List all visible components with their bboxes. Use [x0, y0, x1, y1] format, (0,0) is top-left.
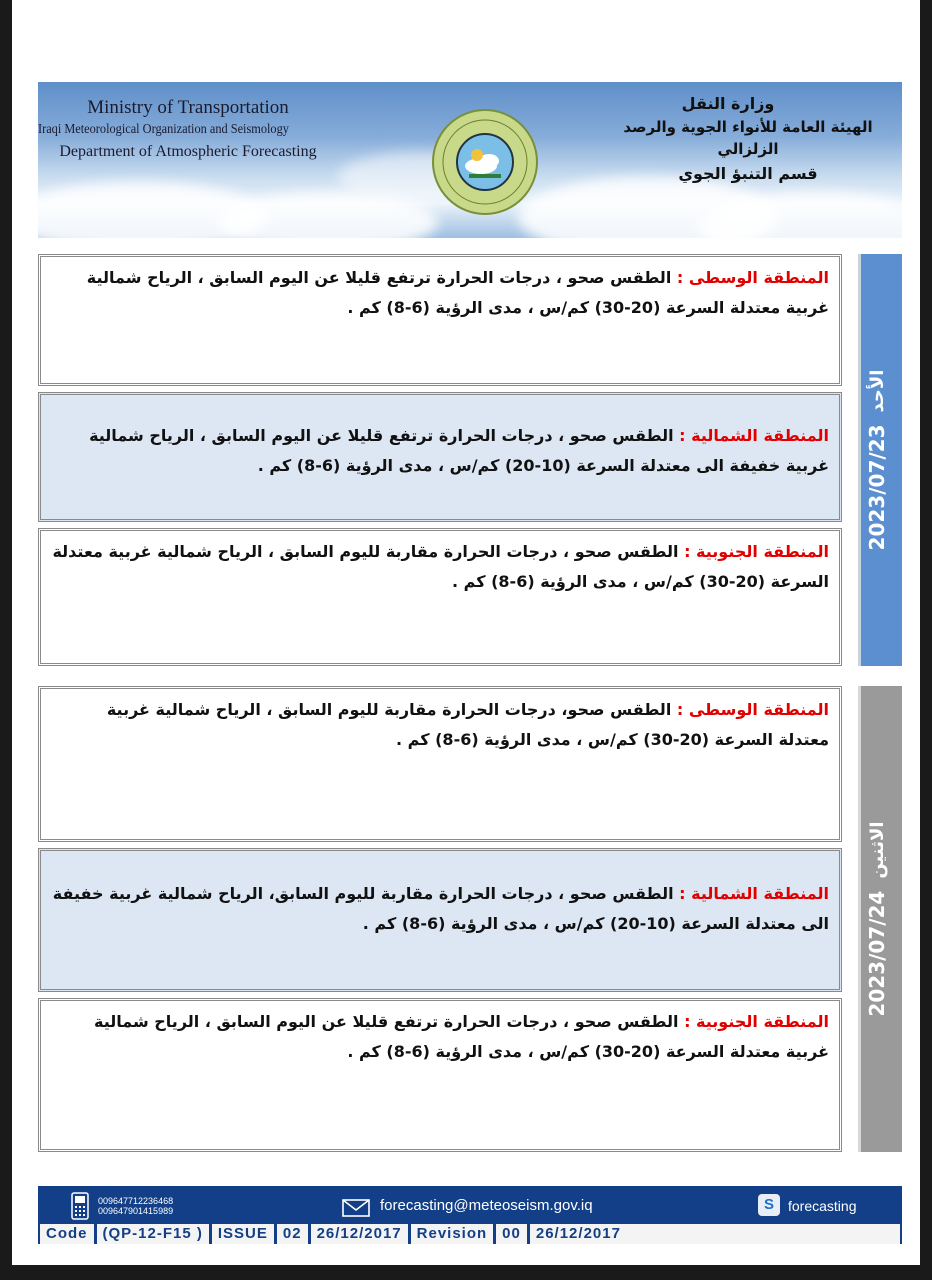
forecast-date: 2023/07/23 — [865, 424, 889, 551]
issue-label: ISSUE — [212, 1224, 277, 1244]
phone-icon — [70, 1192, 90, 1220]
region-name: المنطقة الوسطى : — [676, 268, 829, 287]
phone-number-1: 009647712236468 — [98, 1196, 174, 1206]
contact-email[interactable]: forecasting@meteoseism.gov.iq — [380, 1197, 593, 1214]
organization-name-ar: الهيئة العامة للأنواء الجوية والرصد الزلزالي — [623, 118, 873, 158]
region-central-day1 — [38, 254, 842, 386]
forecast-page — [12, 0, 920, 1265]
day-side-label-2 — [852, 686, 902, 1152]
region-south-day1 — [38, 528, 842, 666]
header-english — [38, 96, 338, 164]
day-name: الاثنين — [866, 821, 888, 879]
region-name: المنطقة الشمالية : — [679, 884, 829, 903]
skype-icon: S — [758, 1194, 780, 1216]
seal-logo — [431, 108, 539, 216]
region-name: المنطقة الجنوبية : — [684, 542, 829, 561]
region-forecast-text: الطقس صحو ، درجات الحرارة ترتفع قليلا عن اليوم السابق ، الرياح شمالية غربية خفيفة الى معتدلة السرعة (10-20) كم/س ، مدى الرؤية (6-8) كم . — [89, 426, 829, 475]
phone-number-2: 009647901415989 — [98, 1206, 174, 1216]
skype-handle[interactable]: forecasting — [788, 1198, 857, 1214]
region-name: المنطقة الوسطى : — [676, 700, 829, 719]
day-name: الأحد — [866, 369, 888, 413]
day-side-label-1 — [852, 254, 902, 666]
document-footer — [38, 1186, 902, 1244]
code-label: Code — [40, 1224, 97, 1244]
day-block-1 — [38, 254, 902, 666]
region-forecast-text: الطقس صحو ، درجات الحرارة ترتفع قليلا عن اليوم السابق ، الرياح شمالية غربية معتدلة السرعة (20-30) كم/س ، مدى الرؤية (6-8) كم . — [86, 268, 829, 317]
department-name-en: Department of Atmospheric Forecasting — [59, 143, 317, 160]
organization-name-en: Iraqi Meteorological Organization and Seismology — [38, 122, 289, 137]
header-banner — [38, 82, 902, 238]
issue-number: 02 — [277, 1224, 311, 1244]
revision-date: 26/12/2017 — [535, 1225, 621, 1242]
header-arabic — [598, 92, 898, 188]
code-value: (QP-12-F15 ) — [97, 1224, 212, 1244]
region-south-day2 — [38, 998, 842, 1152]
ministry-name-ar: وزارة النقل — [681, 94, 775, 113]
region-name: المنطقة الشمالية : — [679, 426, 829, 445]
issue-date: 26/12/2017 — [311, 1224, 411, 1244]
region-north-day1 — [38, 392, 842, 522]
region-north-day2 — [38, 848, 842, 992]
revision-number: 00 — [496, 1224, 530, 1244]
region-forecast-text: الطقس صحو، درجات الحرارة مقاربة لليوم السابق ، الرياح شمالية غربية معتدلة السرعة (20-30) كم/س ، مدى الرؤية (6-8) كم . — [106, 700, 829, 749]
phone-numbers — [98, 1196, 173, 1216]
region-central-day2 — [38, 686, 842, 842]
day-block-2 — [38, 686, 902, 1152]
revision-label: Revision — [411, 1224, 497, 1244]
region-name: المنطقة الجنوبية : — [684, 1012, 829, 1031]
ministry-name-en: Ministry of Transportation — [87, 97, 289, 118]
region-forecast-text: الطقس صحو ، درجات الحرارة مقاربة لليوم السابق، الرياح شمالية غربية خفيفة الى معتدلة السرعة (10-20) كم/س ، مدى الرؤية (6-8) كم . — [52, 884, 829, 933]
department-name-ar: قسم التنبؤ الجوي — [678, 164, 818, 183]
mail-icon — [342, 1199, 370, 1217]
contact-row — [40, 1188, 900, 1224]
region-forecast-text: الطقس صحو ، درجات الحرارة ترتفع قليلا عن اليوم السابق ، الرياح شمالية غربية معتدلة السرعة (20-30) كم/س ، مدى الرؤية (6-8) كم . — [93, 1012, 829, 1061]
forecast-date: 2023/07/24 — [865, 890, 889, 1017]
document-control-row — [40, 1224, 900, 1244]
region-forecast-text: الطقس صحو ، درجات الحرارة مقاربة لليوم السابق ، الرياح شمالية غربية معتدلة السرعة (20-30) كم/س ، مدى الرؤية (6-8) كم . — [52, 542, 829, 591]
